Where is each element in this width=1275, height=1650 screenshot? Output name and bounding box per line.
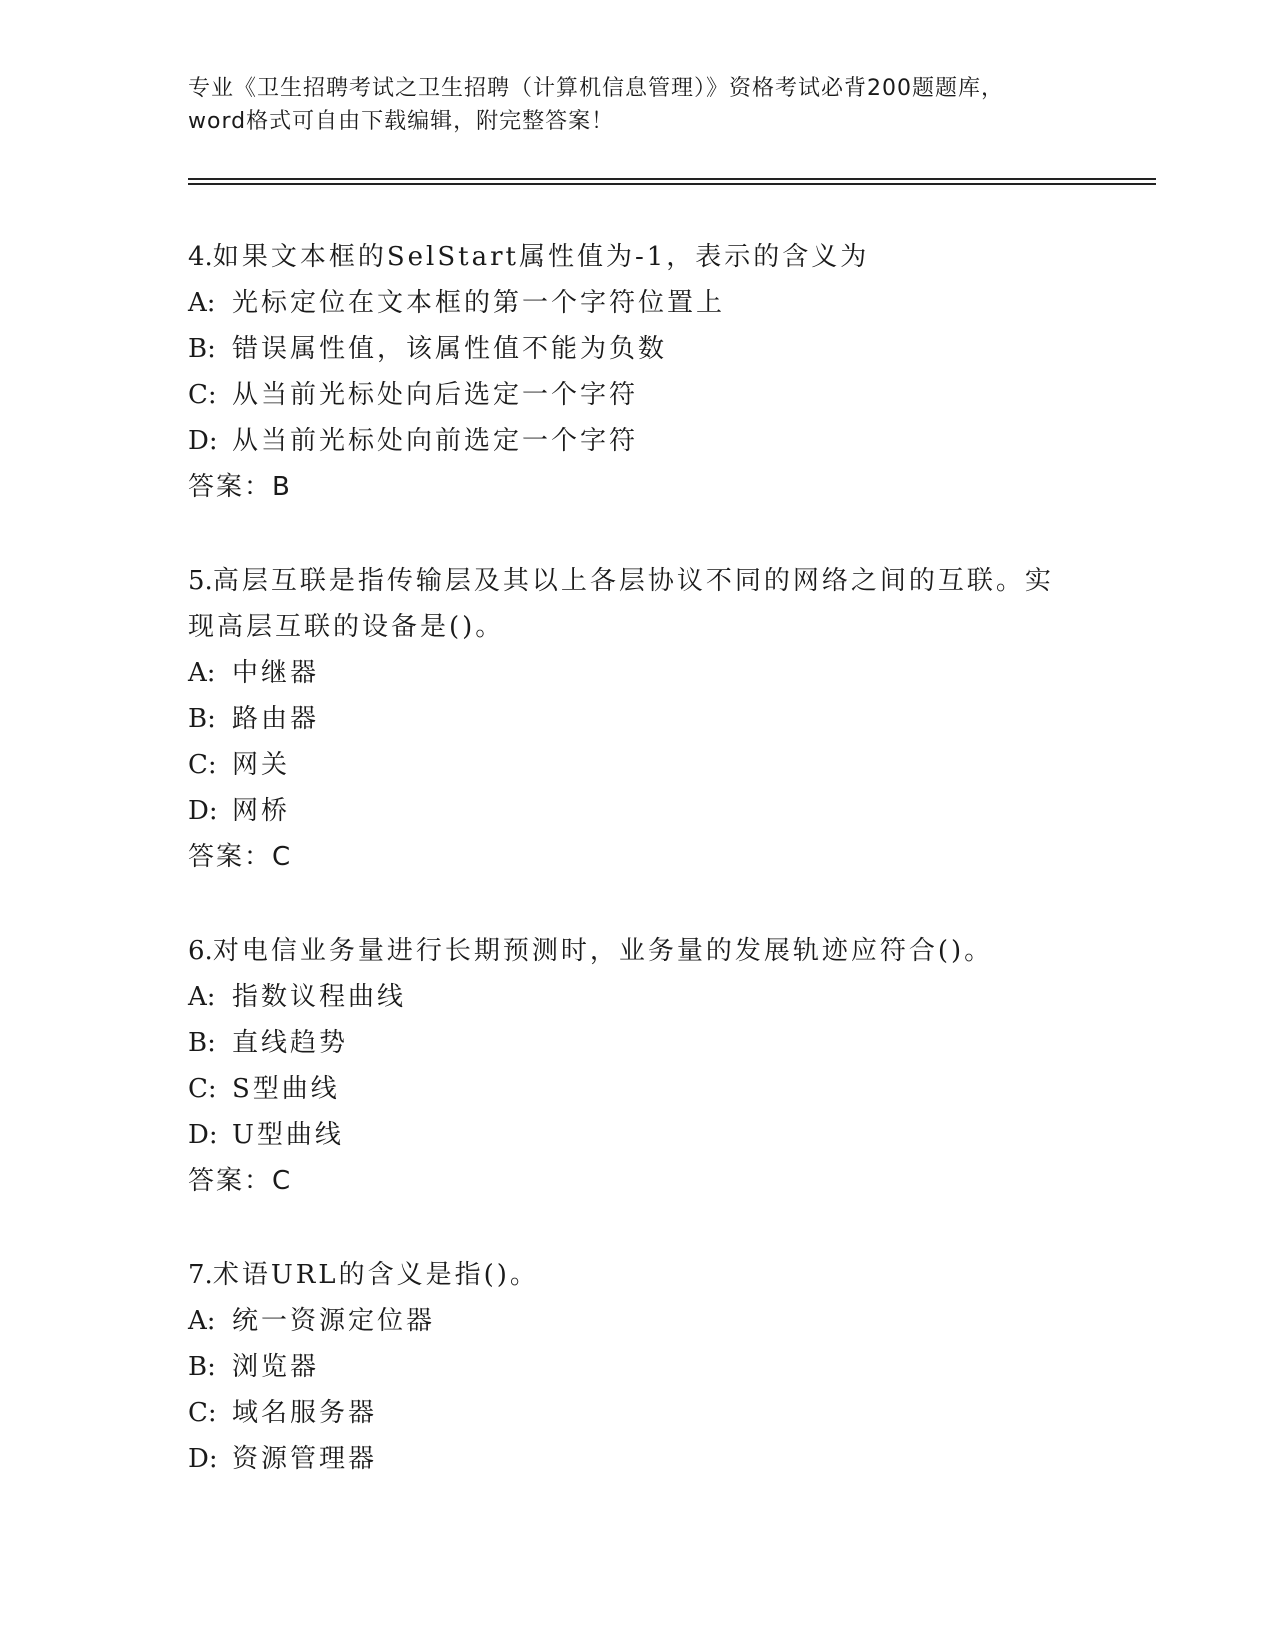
option-letter: A: [188,288,216,318]
question-block [188,928,1088,1204]
option-text: 浏览器 [232,1352,320,1382]
option-letter: A: [188,982,216,1012]
question-block [188,558,1088,880]
option-text: 网关 [232,750,291,780]
option-letter: D: [188,1444,218,1474]
question-stem [188,234,1088,280]
option-letter: C: [188,1074,217,1104]
question-list [188,234,1088,1530]
option-row [188,1066,1088,1112]
question-stem [188,1252,1088,1298]
option-row [188,974,1088,1020]
option-row [188,326,1088,372]
header-divider-top [188,178,1156,180]
option-letter: D: [188,426,218,456]
question-stem-text: 对电信业务量进行长期预测时，业务量的发展轨迹应符合()。 [212,936,994,966]
option-row [188,1112,1088,1158]
option-row [188,650,1088,696]
answer-line: 答案：C [188,1166,293,1196]
option-row [188,1390,1088,1436]
option-text: 从当前光标处向前选定一个字符 [232,426,639,456]
option-text: 域名服务器 [232,1398,378,1428]
question-stem-text: 现高层互联的设备是()。 [188,612,505,642]
question-stem-text: 高层互联是指传输层及其以上各层协议不同的网络之间的互联。实 [212,566,1054,596]
option-row [188,418,1088,464]
option-letter: B: [188,1028,216,1058]
option-text: 网桥 [232,796,291,826]
option-row [188,1436,1088,1482]
option-text: 资源管理器 [232,1444,378,1474]
option-text: 直线趋势 [232,1028,349,1058]
option-row [188,280,1088,326]
option-row [188,696,1088,742]
answer-line: 答案：B [188,472,292,502]
option-letter: B: [188,334,216,364]
option-letter: C: [188,1398,217,1428]
option-row [188,1298,1088,1344]
option-letter: C: [188,380,217,410]
option-letter: C: [188,750,217,780]
option-text: 路由器 [232,704,320,734]
header-divider-bottom [188,183,1156,185]
option-letter: B: [188,1352,216,1382]
option-letter: A: [188,1306,216,1336]
answer-line: 答案：C [188,842,293,872]
document-header [188,72,1088,138]
option-row [188,372,1088,418]
option-text: 从当前光标处向后选定一个字符 [232,380,639,410]
header-line-1: 专业《卫生招聘考试之卫生招聘（计算机信息管理）》资格考试必背200题题库， [188,76,1004,101]
question-stem [188,558,1088,604]
option-letter: B: [188,704,216,734]
option-row [188,1020,1088,1066]
question-stem-text: 如果文本框的SelStart属性值为-1，表示的含义为 [212,242,870,272]
option-text: 统一资源定位器 [232,1306,436,1336]
option-text: 错误属性值，该属性值不能为负数 [232,334,668,364]
header-line-2: word格式可自由下载编辑，附完整答案！ [188,109,615,134]
option-text: 中继器 [232,658,320,688]
question-stem-text: 术语URL的含义是指()。 [212,1260,539,1290]
option-letter: D: [188,1120,218,1150]
option-text: U型曲线 [232,1120,344,1150]
question-number: 4. [188,242,213,272]
option-letter: D: [188,796,218,826]
question-stem [188,928,1088,974]
question-number: 5. [188,566,213,596]
question-block [188,234,1088,510]
option-row [188,1344,1088,1390]
option-row [188,788,1088,834]
question-number: 7. [188,1260,213,1290]
question-number: 6. [188,936,213,966]
option-text: 光标定位在文本框的第一个字符位置上 [232,288,726,318]
option-text: S型曲线 [232,1074,340,1104]
question-stem [188,604,1088,650]
option-row [188,742,1088,788]
option-letter: A: [188,658,216,688]
question-block [188,1252,1088,1482]
option-text: 指数议程曲线 [232,982,407,1012]
